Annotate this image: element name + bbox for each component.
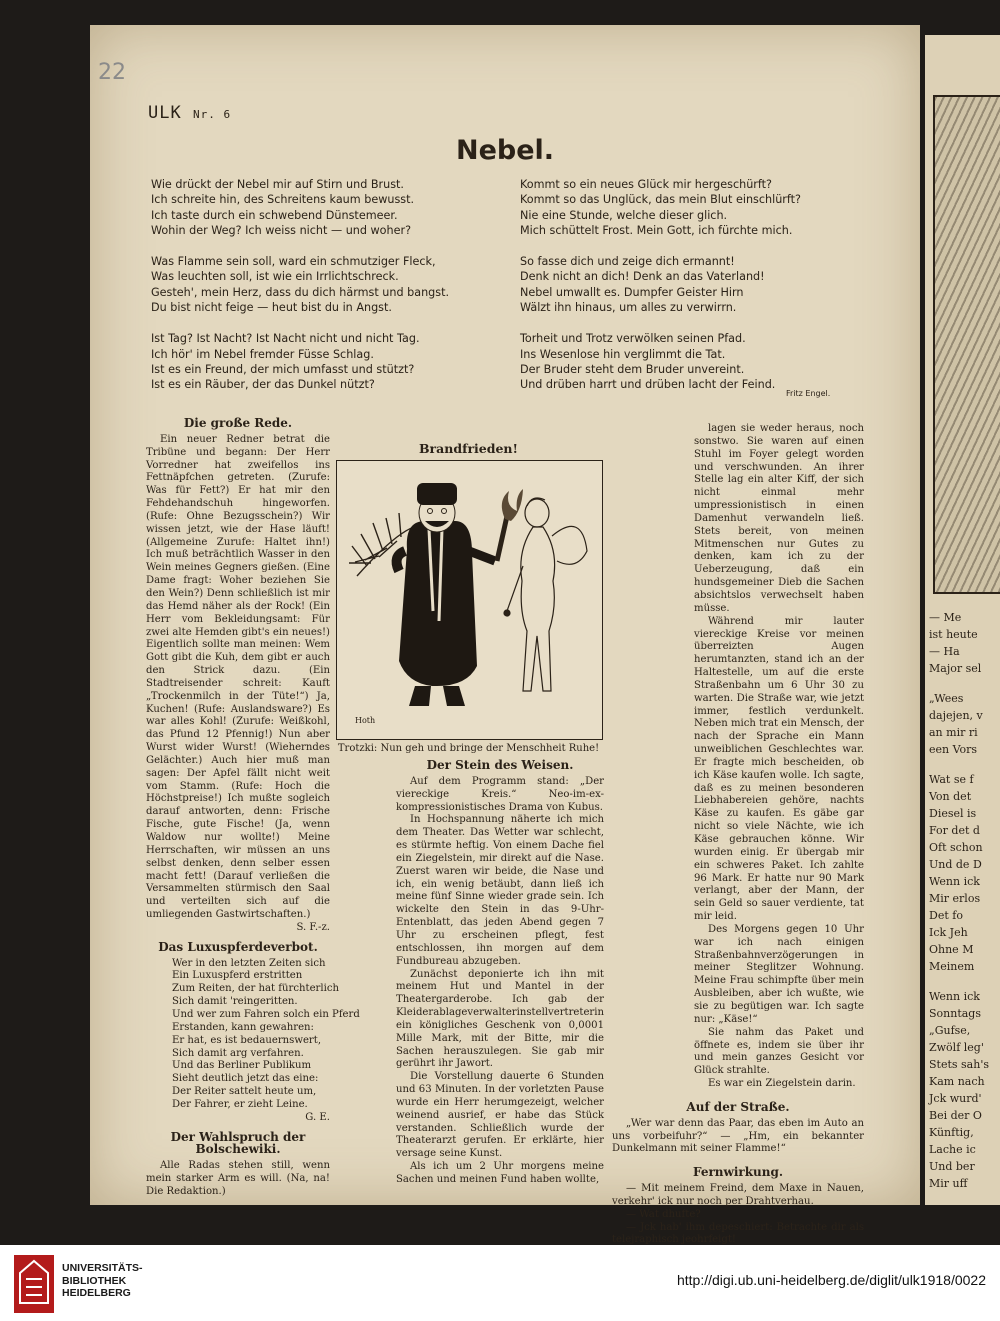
adjacent-text-line: Ohne M: [929, 943, 974, 956]
magazine-title: ULK: [148, 103, 182, 123]
verse-luxuspferdeverbot: [146, 957, 360, 1112]
poem-right-stanza: [520, 177, 801, 238]
adjacent-text-line: ist heute: [929, 628, 978, 641]
illustration-title: Brandfrieden!: [418, 441, 518, 456]
poem-title: Nebel.: [455, 135, 555, 166]
adjacent-text-line: Mir erlos: [929, 892, 981, 905]
adjacent-text-line: Ick Jeh: [929, 926, 968, 939]
poem-line: Ist es ein Freund, der mich umfasst und stützt?: [151, 362, 415, 376]
adjacent-text-line: Sonntags: [929, 1007, 981, 1020]
poem-line: Ich schreite hin, des Schreitens kaum bewusst.: [151, 193, 415, 207]
source-url-link[interactable]: http://digi.ub.uni-heidelberg.de/diglit/ulk1918/0022: [676, 1272, 986, 1288]
verse-line: Erstanden, kann gewahren:: [172, 1021, 314, 1033]
text-stein-continued: [612, 423, 864, 1091]
poem-line: Der Bruder steht dem Bruder unvereint.: [520, 362, 745, 376]
heading-auf-der-strasse: Auf der Straße.: [686, 1099, 790, 1114]
poem-left-stanza: [151, 254, 449, 315]
heading-fernwirkung: Fernwirkung.: [692, 1165, 784, 1180]
adjacent-text-line: Jck wurd': [929, 1092, 982, 1105]
university-seal-icon: [12, 1253, 56, 1315]
paragraph: Auf dem Programm stand: „Der viereckige Kreis.“ Neo-im-ex-kompressionistisches Drama von Kubus.: [396, 775, 604, 813]
heading-wahlspruch: Der Wahlspruch der Bolschewiki.: [170, 1129, 306, 1157]
poem-line: Kommt so das Unglück, das mein Blut einschlürft?: [520, 193, 801, 207]
adjacent-text-line: een Vors: [929, 743, 978, 756]
column-left: [146, 416, 360, 1199]
adjacent-text-line: Wenn ick: [929, 875, 980, 888]
text-grosse-rede: Ein neuer Redner betrat die Tribüne und begann: Der Herr Vorredner hat zweifellos ins Fettnäpfchen getreten. (Zurufe: Was für Fett?) Er hat mir den Fehdehandschuh hingeworfen. (Rufe: Ohne Bezugsschein?) Wir wissen jetzt, wie der Hase läuft! (Allgemeine Zurufe: Haltet ihn!) Ich muß beträchtlich Wasser in den Wein meines Gegners gießen. (Eine Dame fragt: Woher beziehen Sie den Wein?) Denn schließlich ist mir das Hemd näher als der Rock! (Ein Herr vom Bekleidungsamt: Für zwei alte Hemden gibt's ein neues!) Eigentlich sollte man meinen: Wem Gott gibt die Kuh, dem gibt er auch den Strick dazu. (Ein Stadtreisender schreit: Kauft „Trockenmilch in der Tüte!“) Ja, Kuchen! (Rufe: Auslandsware?) Es war alles Kohl! (Zurufe: Weißkohl, das Pfund 12 Pfennig!) Nun aber Wurst wider Wurst! (Wieherndes Gelächter.) Auch hier muß man sagen: Der Apfel fällt nicht weit vom Stamm. (Rufe: Hoch die Höchstpreise!) Ich mußte sogleich darauf antworten, denn: Frische Fische, gute Fische! (Ja, wenn Waldow nur wollte!) Meine Herrschaften, wir müssen an uns selbst denken, denn selber essen macht fett! (Darauf verließen die Versammelten stürmisch den Saal und verteilten sich auf die umliegenden Gastwirtschaften.): [146, 433, 330, 921]
heading-luxuspferdeverbot: Das Luxuspferdeverbot.: [158, 939, 318, 954]
verse-line: Zum Reiten, der hat fürchterlich: [172, 983, 339, 995]
poem-line: Denk nicht an dich! Denk an das Vaterland!: [520, 270, 765, 284]
poem-line: Mich schüttelt Frost. Mein Gott, ich fürchte mich.: [520, 223, 793, 237]
poem-line: Gesteh', mein Herz, dass du dich härmst und bangst.: [151, 285, 450, 299]
poem-line: Torheit und Trotz verwölken seinen Pfad.: [520, 332, 746, 346]
poem-right-stanza: [520, 331, 801, 392]
verse-line: Ein Luxuspferd erstritten: [172, 970, 303, 982]
library-name: [62, 1262, 143, 1300]
poem-right-stanza: [520, 254, 801, 315]
adjacent-text-line: Und de D: [929, 858, 982, 871]
magazine-page: [90, 25, 920, 1246]
poem-line: Wohin der Weg? Ich weiss nicht — und woher?: [151, 223, 412, 237]
adjacent-text-line: dajejen, v: [929, 709, 983, 722]
illustration-caption: Trotzki: Nun geh und bringe der Menschheit Ruhe!: [337, 743, 600, 754]
paragraph: — Mit meinem Freind, dem Maxe in Nauen, verkehr' ick nur noch per Drahtverhau.: [612, 1183, 864, 1207]
poem-line: Ich taste durch ein schwebend Dünstemeer.: [151, 208, 398, 222]
adjacent-text-line: For det d: [929, 824, 980, 837]
adjacent-text-line: Stets sah's: [929, 1058, 989, 1071]
adjacent-text-line: Kam nach: [929, 1075, 985, 1088]
verse-line: Sich damit 'reingeritten.: [172, 996, 298, 1008]
adjacent-text-line: Oft schon: [929, 841, 983, 854]
adjacent-text-line: Zwölf leg': [929, 1041, 984, 1054]
poem-line: Ins Wesenlose hin verglimmt die Tat.: [520, 347, 726, 361]
adjacent-text-line: Wenn ick: [929, 990, 980, 1003]
poem-line: Nie eine Stunde, welche dieser glich.: [520, 208, 728, 222]
paragraph: lagen sie weder heraus, noch sonstwo. Sie waren auf einen Stuhl im Foyer gelegt worden und verschwunden. An ihrer Stelle lag ein alter Kiff, der sich nicht einmal mehr umpressionistisch in einen Damenhut verwandeln ließ. Stets bereit, von meinen Mitmenschen nur Gutes zu denken, kam ich zu der Ueberzeugung, daß ein hundsgemeiner Dieb die Sachen absichtslos verwechselt haben müsse.: [694, 423, 864, 614]
figure-angel: [504, 498, 587, 691]
pencil-page-number: 22: [98, 60, 126, 85]
text-auf-der-strasse: „Wer war denn das Paar, das eben im Auto an uns vorbeifuhr?“ — „Hm, ein bekannter Dunkelmann mit seiner Flamme!“: [612, 1117, 864, 1155]
poem-line: Nebel umwallt es. Dumpfer Geister Hirn: [520, 285, 744, 299]
verse-line: Der Reiter sattelt heute um,: [172, 1086, 317, 1098]
paragraph: Die Vorstellung dauerte 6 Stunden und 63 Minuten. In der vorletzten Pause wurde ein Herr herumgezeigt, welcher weinend ausrief, er habe das Stück verstanden. Schließlich wurde der Theaterarzt gerufen. Er erklärte, hier versage seine Kunst.: [396, 1071, 604, 1160]
verse-line: Und das Berliner Publikum: [172, 1060, 312, 1072]
verse-line: Er hat, es ist bedauernswert,: [172, 1034, 322, 1046]
poem-author: Fritz Engel.: [786, 389, 831, 398]
text-wahlspruch: Alle Radas stehen still, wenn mein starker Arm es will. (Na, na! Die Redaktion.): [146, 1160, 330, 1197]
paragraph: In Hochspannung näherte ich mich dem Theater. Das Wetter war schlecht, es stürmte heftig. Von einem Dache fiel ein Ziegelstein, mir direkt auf die Nase. Zuerst waren wir beide, die Nase und ich, ein wenig betäubt, dann ließ ich meine fünf Sinne wieder grade sein. Ich wickelte den Stein in das 9-Uhr-Entenblatt, das jeden Abend gegen 7 Uhr zu erscheinen pflegt, fest entschlossen, ihn morgen auf dem Fundbureau abzugeben.: [396, 814, 604, 967]
adjacent-text-line: Bei der O: [929, 1109, 982, 1122]
adjacent-text-line: — Me: [929, 611, 962, 624]
adjacent-text-line: Det fo: [929, 909, 963, 922]
library-footer: [0, 1245, 1000, 1321]
verse-line: Und wer zum Fahren solch ein Pferd: [172, 1008, 360, 1020]
poem-line: Und drüben harrt und drüben lacht der Feind.: [520, 378, 776, 392]
adjacent-text-line: Künftig,: [929, 1126, 974, 1139]
magazine-header: [148, 103, 231, 123]
text-stein-des-weisen: [396, 776, 604, 1187]
heading-stein-des-weisen: Der Stein des Weisen.: [426, 758, 574, 772]
adjacent-text-line: Lache ic: [929, 1143, 976, 1156]
paragraph: — Wat dhufte?: [626, 1208, 701, 1220]
library-name-line2: BIBLIOTHEK: [62, 1274, 127, 1287]
poem-left-stanza: [151, 177, 449, 238]
poem-line: Ist es ein Räuber, der das Dunkel nützt?: [151, 378, 375, 392]
signature-luxus: G. E.: [305, 1111, 330, 1123]
paragraph: Als ich um 2 Uhr morgens meine Sachen und meinen Fund haben wollte,: [396, 1161, 604, 1185]
verse-line: Der Fahrer, er zieht Leine.: [172, 1098, 308, 1110]
cartoon-illustration: [336, 460, 603, 740]
poem-left-stanza: [151, 331, 449, 392]
adjacent-text-line: Meinem: [929, 960, 975, 973]
poem-line: Was leuchten soll, ist wie ein Irrlichtschreck.: [151, 270, 399, 284]
artist-signature: Hoth: [355, 716, 376, 725]
adjacent-page-edge: [925, 35, 1000, 1205]
poem-line: Ich hör' im Nebel fremder Füsse Schlag.: [151, 347, 374, 361]
adjacent-text-line: Major sel: [929, 662, 982, 675]
library-name-line1: UNIVERSITÄTS-: [62, 1262, 143, 1274]
torch-icon: [497, 489, 523, 561]
adjacent-text-line: „Gufse,: [929, 1024, 971, 1037]
paragraph: — Jck hab' ihm depeschiert: Betrachte dir als telejraphisch jeohrfeigt!: [612, 1221, 864, 1246]
paragraph: Während mir lauter viereckige Kreise vor meinen überreizten Augen herumtanzten, stand ich an der Haltestelle, um auf die erste Straßenbahn um 6 Uhr 30 zu warten. Die Straße war, wie jetzt immer, festlich verdunkelt. Neben mich trat ein Mensch, der nach der Sprache ein Mann unweiblichen Geschlechtes war. Er fragte mich bescheiden, ob ich Käse kaufen wolle. Ich sagte, daß es zu meinen besonderen Liebhabereien gehöre, nachts Käse zu kaufen. Es gäbe gar nicht so viele Nächte, wie ich Käse gebrauchen könne. Wir wurden einig. Er übergab mir ein schweres Paket. Ich zahlte 96 Mark. Er hatte nur 90 Mark verlangt, aber der Mann, der sein Geld so sauer verdiente, tat mir leid.: [694, 615, 865, 923]
poem-line: Ist Tag? Ist Nacht? Ist Nacht nicht und nicht Tag.: [151, 332, 420, 346]
verse-line: Sieht deutlich jetzt das eine:: [172, 1073, 319, 1085]
paragraph: Sie nahm das Paket und öffnete es, indem sie über ihr und mein ganzes Gesicht vor Glück strahlte.: [694, 1026, 864, 1077]
adjacent-text-line: Diesel is: [929, 807, 977, 820]
adjacent-illustration: [933, 95, 1000, 594]
poem-left-column: [151, 177, 449, 409]
adjacent-text-line: — Ha: [929, 645, 960, 658]
paragraph: Des Morgens gegen 10 Uhr war ich nach einigen Straßenbahnverzögerungen in meiner Steglitzer Wohnung. Meine Frau schimpfte über mein Ausbleiben, aber ich wußte, wie sie zu begütigen war. Ich sagte nur: „Käse!“: [694, 923, 864, 1025]
paragraph: Es war ein Ziegelstein darin.: [708, 1078, 856, 1090]
cartoon-drawing: [337, 461, 602, 739]
library-name-line3: HEIDELBERG: [62, 1287, 131, 1299]
adjacent-text-line: Wat se f: [929, 773, 974, 786]
column-middle: [396, 759, 604, 1187]
heading-grosse-rede: Die große Rede.: [183, 416, 293, 430]
verse-line: Sich damit arg verfahren.: [172, 1047, 304, 1059]
signature-rede: S. F.-z.: [296, 921, 330, 933]
column-right: [612, 423, 864, 1247]
poem-right-column: [520, 177, 801, 409]
poem-line: Was Flamme sein soll, ward ein schmutziger Fleck,: [151, 255, 436, 269]
adjacent-text-line: Von det: [929, 790, 972, 803]
figure-trotzki: [397, 483, 495, 706]
poem-line: So fasse dich und zeige dich ermannt!: [520, 255, 735, 269]
poem-line: Wie drückt der Nebel mir auf Stirn und Brust.: [151, 178, 404, 191]
adjacent-text-line: Und ber: [929, 1160, 975, 1173]
adjacent-text-line: Mir uff: [929, 1177, 968, 1190]
poem-line: Wälzt ihn hinaus, um alles zu verwirrn.: [520, 301, 737, 315]
paragraph: Zunächst deponierte ich ihn mit meinem Hut und Mantel in der Theatergarderobe. Ich gab der Kleiderablageverwalterinstellvertreterin ein königliches Geschenk von 0,0001 Mille Mark, mit der Bitte, mir die Sachen herauszulegen. Sie gab mir gerührt ihr Jawort.: [396, 968, 604, 1070]
poem-line: Kommt so ein neues Glück mir hergeschürft?: [520, 178, 772, 191]
text-fernwirkung: [612, 1183, 864, 1247]
poem-line: Du bist nicht feige — heut bist du in Angst.: [151, 301, 392, 315]
adjacent-text-line: an mir ri: [929, 726, 978, 739]
verse-line: Wer in den letzten Zeiten sich: [172, 957, 326, 969]
adjacent-text-line: „Wees: [929, 692, 964, 705]
issue-number: Nr. 6: [192, 108, 232, 121]
